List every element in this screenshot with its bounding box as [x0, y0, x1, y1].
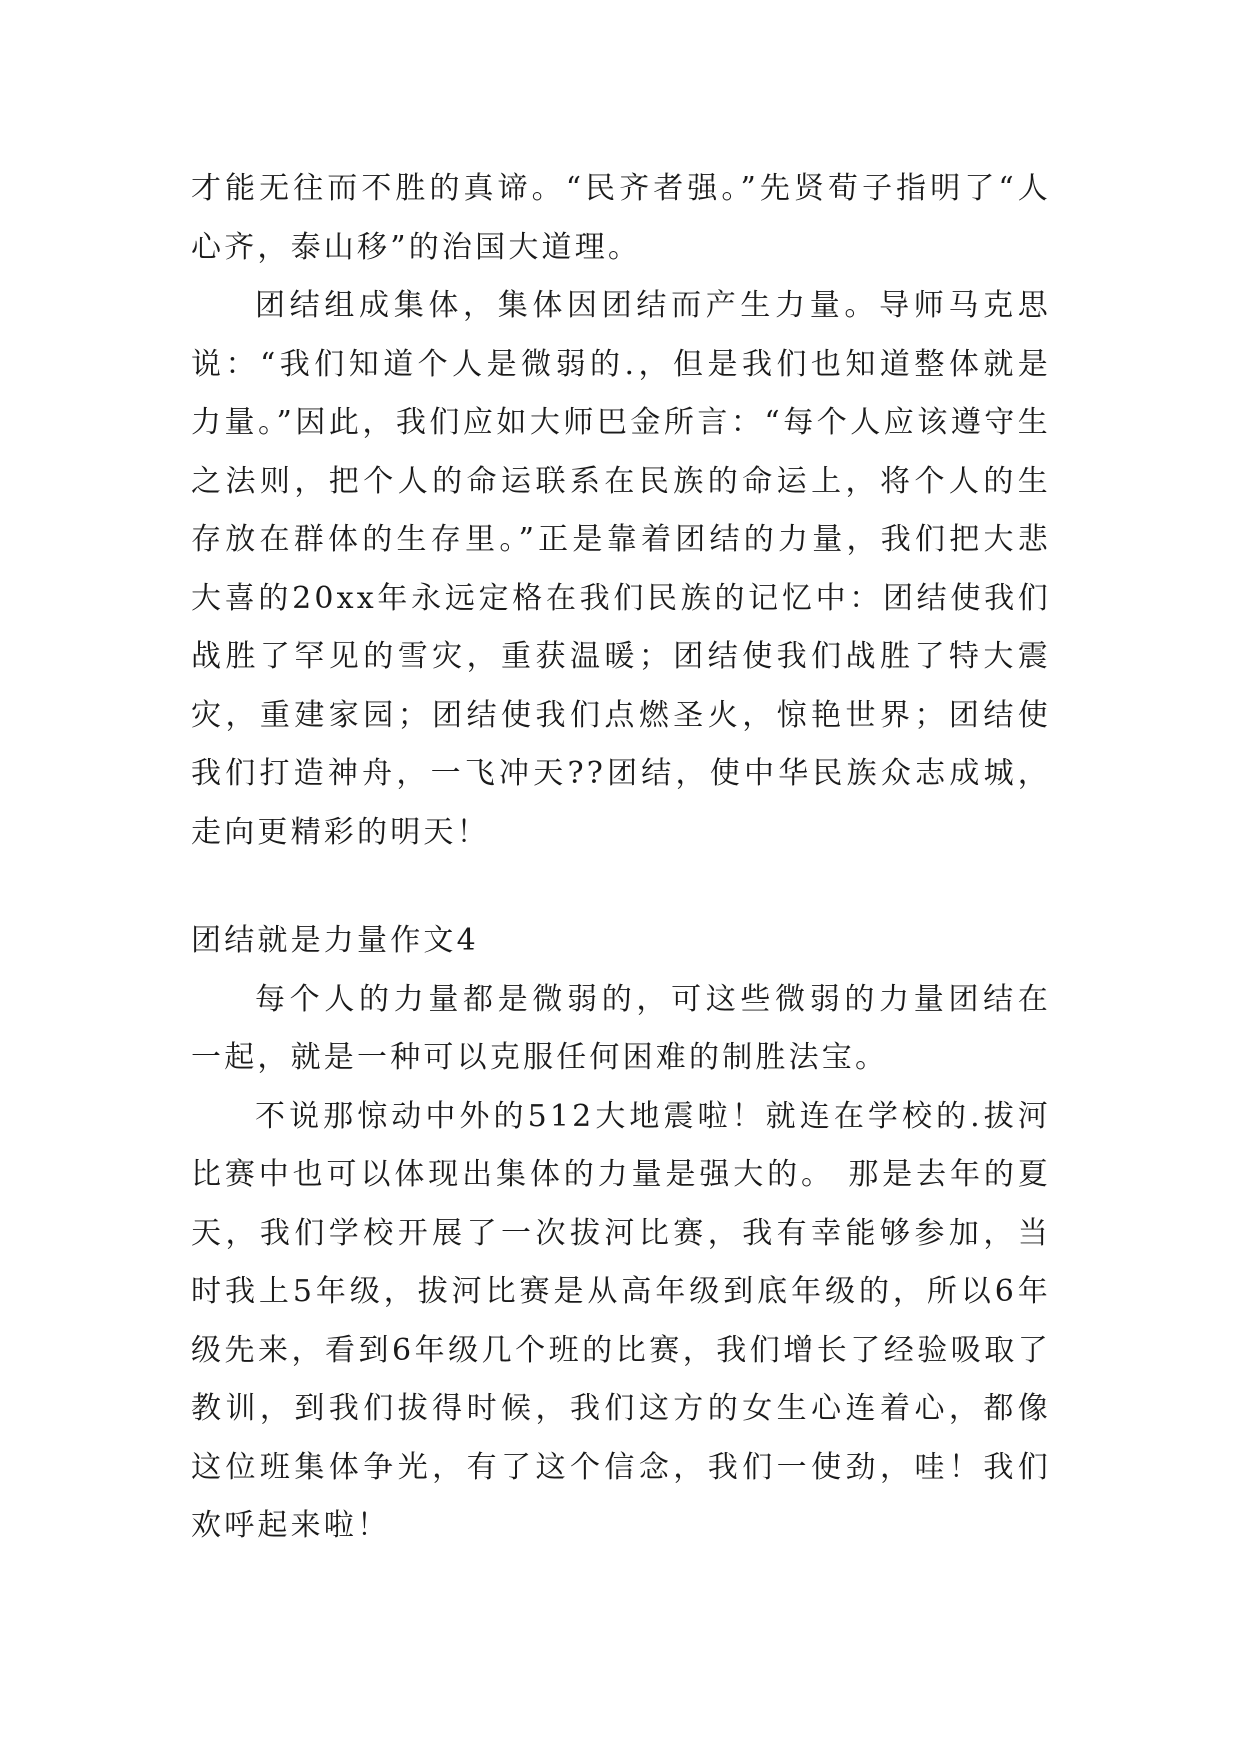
section-heading: 团结就是力量作文4 — [191, 923, 479, 958]
paragraph-individual-strength: 每个人的力量都是微弱的，可这些微弱的力量团结在一起，就是一种可以克服任何困难的制胜法宝。 — [191, 981, 1051, 1075]
paragraph-continuation: 才能无往而不胜的真谛。“民齐者强。”先贤荀子指明了“人心齐，泰山移”的治国大道理。 — [191, 171, 1051, 265]
document-body — [191, 160, 1051, 1556]
paragraph-unity-collective: 团结组成集体，集体因团结而产生力量。导师马克思说：“我们知道个人是微弱的.，但是我们也知道整体就是力量。”因此，我们应如大师巴金所言：“每个人应该遵守生之法则，把个人的命运联系在民族的命运上，将个人的生存放在群体的生存里。”正是靠着团结的力量，我们把大悲大喜的20xx年永远定格在我们民族的记忆中：团结使我们战胜了罕见的雪灾，重获温暖；团结使我们战胜了特大震灾，重建家园；团结使我们点燃圣火，惊艳世界；团结使我们打造神舟，一飞冲天??团结，使中华民族众志成城，走向更精彩的明天！ — [191, 288, 1051, 850]
paragraph-tug-of-war: 不说那惊动中外的512大地震啦！就连在学校的.拔河比赛中也可以体现出集体的力量是强大的。 那是去年的夏天，我们学校开展了一次拔河比赛，我有幸能够参加，当时我上5年级，拔河比赛是从高年级到底年级的，所以6年级先来，看到6年级几个班的比赛，我们增长了经验吸取了教训，到我们拔得时候，我们这方的女生心连着心，都像这位班集体争光，有了这个信念，我们一使劲，哇！我们欢呼起来啦！ — [191, 1098, 1051, 1543]
